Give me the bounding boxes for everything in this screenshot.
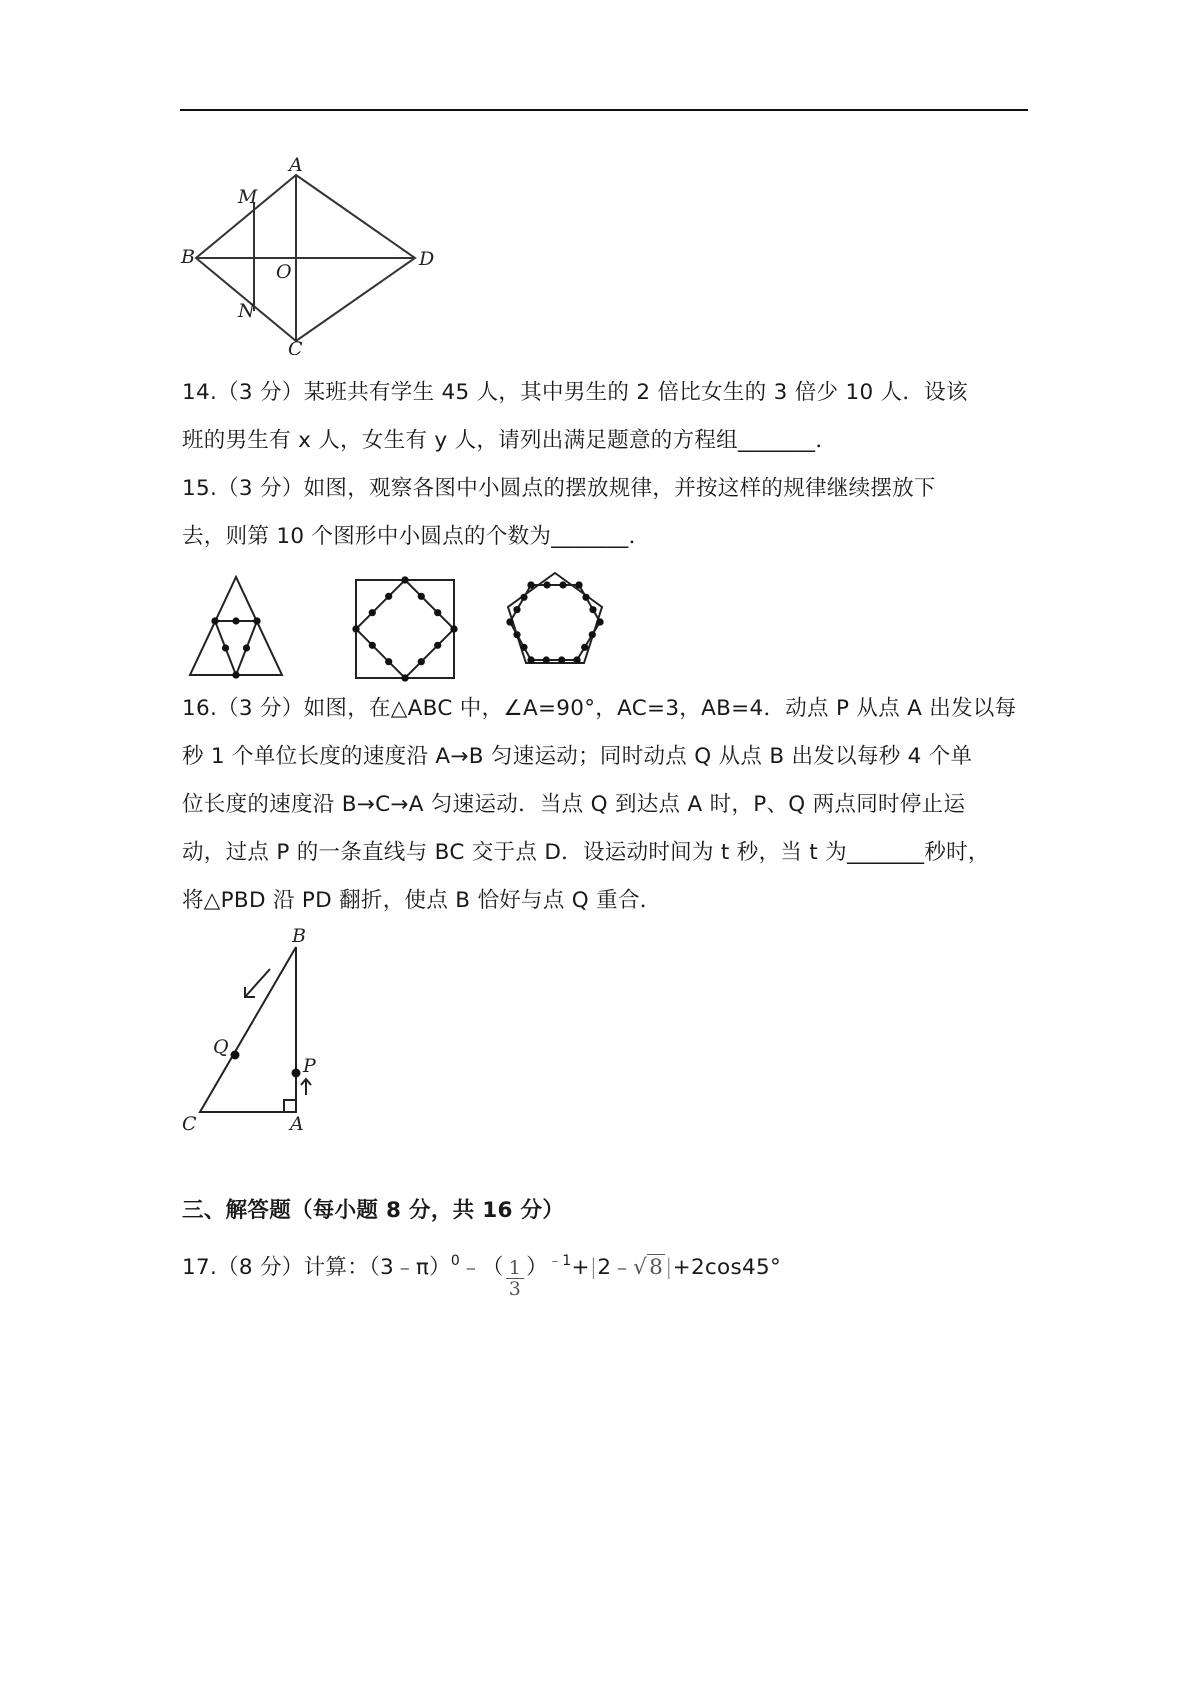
label-c: C xyxy=(182,1113,197,1135)
pattern-dot xyxy=(418,593,425,600)
pattern-dot xyxy=(401,674,408,681)
pattern-dot xyxy=(243,644,250,651)
q16-line-5: 将△PBD 沿 PD 翻折，使点 B 恰好与点 Q 重合． xyxy=(182,888,662,913)
pattern-dot xyxy=(418,658,425,665)
label-a: A xyxy=(289,155,303,176)
pattern-dot xyxy=(513,631,520,638)
pattern-dot xyxy=(558,656,565,663)
pattern-dot xyxy=(513,606,520,613)
pattern-dot xyxy=(232,671,239,678)
pattern-dot xyxy=(543,656,550,663)
label-m: M xyxy=(238,186,258,208)
pattern-dot xyxy=(506,618,513,625)
q17-frac-num: 1 xyxy=(506,1258,524,1279)
figure-dot-patterns xyxy=(180,560,650,685)
pattern-dot xyxy=(520,644,527,651)
q17-plus: + xyxy=(571,1255,590,1280)
triangle-abc xyxy=(200,947,296,1112)
pattern-dot xyxy=(369,642,376,649)
q14-line-2: 班的男生有 x 人，女生有 y 人，请列出满足题意的方程组_______． xyxy=(182,428,838,453)
q17-close: ） xyxy=(526,1255,548,1280)
pattern-dot xyxy=(434,609,441,616)
pattern-dot xyxy=(520,594,527,601)
pattern-dot xyxy=(573,656,580,663)
pattern-dot xyxy=(450,625,457,632)
q17-exp-neg-one: ﹣1 xyxy=(547,1253,572,1269)
label-b: B xyxy=(181,246,195,268)
pattern-dot xyxy=(582,594,589,601)
pattern-dot xyxy=(232,617,239,624)
pattern-dot xyxy=(596,618,603,625)
q16-line-1: 16.（3 分）如图，在△ABC 中，∠A=90°，AC=3，AB=4．动点 P 从点 A 出发以每 xyxy=(182,696,1017,721)
q17-fraction xyxy=(506,1258,524,1299)
pattern-dot xyxy=(434,642,441,649)
outer-square xyxy=(356,580,454,678)
label-q: Q xyxy=(213,1036,229,1058)
q17-abs-close: | xyxy=(665,1255,673,1280)
q17-radicand: 8 xyxy=(649,1255,664,1280)
inner-square xyxy=(356,580,454,678)
label-a: A xyxy=(290,1113,304,1135)
header-rule xyxy=(180,109,1028,111)
pattern-dot xyxy=(575,581,582,588)
q17-exp-zero: 0 xyxy=(450,1253,461,1269)
arrow-q-shaft xyxy=(245,969,270,997)
q16-line-3: 位长度的速度沿 B→C→A 匀速运动．当点 Q 到达点 A 时，P、Q 两点同时停止运 xyxy=(182,792,966,817)
q15-line-1: 15.（3 分）如图，观察各图中小圆点的摆放规律，并按这样的规律继续摆放下 xyxy=(182,476,936,501)
label-n: N xyxy=(238,300,255,322)
pattern-dot xyxy=(543,581,550,588)
outer-triangle xyxy=(190,577,282,675)
q17-sqrt-symbol: √ xyxy=(633,1255,648,1280)
pattern-dot xyxy=(253,617,260,624)
pattern-dot xyxy=(527,581,534,588)
label-b: B xyxy=(292,925,306,947)
q17-line xyxy=(182,1248,1028,1299)
point-p xyxy=(292,1069,301,1078)
pattern-dot xyxy=(581,644,588,651)
figure-right-triangle xyxy=(180,925,330,1135)
pattern-dot xyxy=(385,658,392,665)
label-p: P xyxy=(303,1055,316,1077)
q17-prefix: 17.（8 分）计算：（3﹣π） xyxy=(182,1255,451,1280)
right-angle-marker xyxy=(284,1100,296,1112)
section-heading: 三、解答题（每小题 8 分，共 16 分） xyxy=(182,1198,565,1223)
pattern-dot xyxy=(589,631,596,638)
figure-rhombus xyxy=(180,155,440,355)
q17-abs-open: | xyxy=(589,1255,598,1280)
pattern-dot xyxy=(222,644,229,651)
pattern-dot xyxy=(559,581,566,588)
q17-minus: ﹣（ xyxy=(460,1255,504,1280)
point-q xyxy=(231,1051,240,1060)
pattern-dot xyxy=(589,606,596,613)
q17-sqrt xyxy=(633,1254,665,1280)
q16-line-4: 动，过点 P 的一条直线与 BC 交于点 D．设运动时间为 t 秒，当 t 为_______秒时， xyxy=(182,840,990,865)
pattern-dot xyxy=(211,617,218,624)
pattern-dot xyxy=(401,576,408,583)
q17-frac-den: 3 xyxy=(508,1278,522,1300)
inner-triangle xyxy=(215,621,257,675)
pattern-dot xyxy=(527,656,534,663)
q17-two-minus: 2﹣ xyxy=(597,1255,634,1280)
pattern-dot xyxy=(352,625,359,632)
label-d: D xyxy=(419,248,435,270)
q17-tail: +2cos45° xyxy=(672,1255,782,1280)
label-o: O xyxy=(276,261,292,283)
pattern-dot xyxy=(385,593,392,600)
q16-line-2: 秒 1 个单位长度的速度沿 A→B 匀速运动；同时动点 Q 从点 B 出发以每秒 4 个单 xyxy=(182,744,973,769)
pattern-dot xyxy=(369,609,376,616)
label-c: C xyxy=(288,338,303,355)
q14-line-1: 14.（3 分）某班共有学生 45 人，其中男生的 2 倍比女生的 3 倍少 10 人．设该 xyxy=(182,380,968,405)
q15-line-2: 去，则第 10 个图形中小圆点的个数为_______． xyxy=(182,524,651,549)
